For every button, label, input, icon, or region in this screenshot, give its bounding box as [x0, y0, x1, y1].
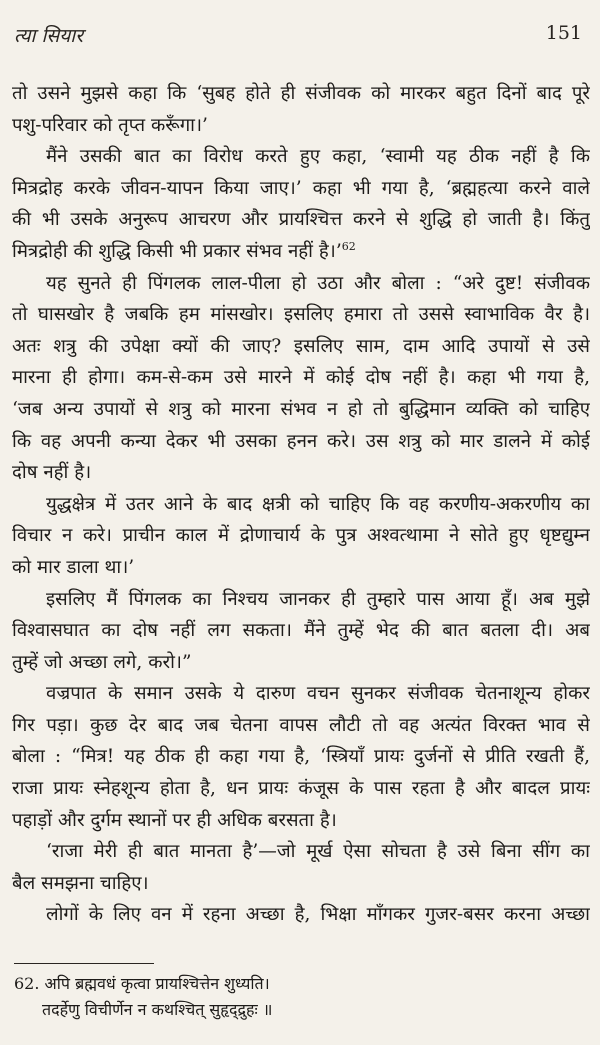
text-line: मित्रद्रोह करके जीवन-यापन किया जाए।’ कहा भी गया है, ‘ब्रह्महत्या करने वाले: [12, 177, 590, 199]
text-line: कि वह अपनी कन्या देकर भी उसका हनन करे। उस शत्रु को मार डालने में कोई: [12, 430, 590, 452]
text-line: बोला : “मित्र! यह ठीक ही कहा गया है, ‘स्त्रियाँ प्रायः दुर्जनों से प्रीति रखती हैं,: [12, 746, 590, 768]
text-line: दोष नहीं है।: [12, 462, 92, 484]
footnote-reference: 62: [341, 239, 356, 253]
text-line: मारना ही होगा। कम-से-कम उसे मारने में कोई दोष नहीं है। कहा भी गया है,: [12, 367, 590, 389]
footnote-number: 62.: [14, 974, 40, 993]
text-line: मैंने उसकी बात का विरोध करते हुए कहा, ‘स्वामी यह ठीक नहीं है कि: [46, 146, 590, 168]
text-line-content: मित्रद्रोही की शुद्धि किसी भी प्रकार संभव नहीं है।’: [12, 240, 342, 262]
text-line: विश्वासघात का दोष नहीं लग सकता। मैंने तुम्हें भेद की बात बतला दी। अब: [12, 620, 590, 642]
text-line: वज्रपात के समान उसके ये दारुण वचन सुनकर संजीवक चेतनाशून्य होकर: [46, 683, 590, 705]
text-line: राजा प्रायः स्नेहशून्य होता है, धन प्रायः कंजूस के पास रहता है और बादल प्रायः: [12, 778, 590, 800]
footnote-line: [14, 971, 574, 997]
text-line: गिर पड़ा। कुछ देर बाद जब चेतना वापस लौटी तो वह अत्यंत विरक्त भाव से: [12, 714, 590, 736]
text-line: की भी उसके अनुरूप आचरण और प्रायश्चित्त करने से शुद्धि हो जाती है। किंतु: [12, 209, 590, 231]
body-text: [12, 78, 590, 931]
text-line: विचार न करे। प्राचीन काल में द्रोणाचार्य के पुत्र अश्वत्थामा ने सोते हुए धृष्टद्युम्न: [12, 525, 590, 547]
text-line: युद्धक्षेत्र में उतर आने के बाद क्षत्री को चाहिए कि वह करणीय-अकरणीय का: [46, 493, 590, 515]
footnote: [14, 971, 574, 1023]
footnote-divider: [14, 963, 154, 964]
page-header: [0, 22, 600, 52]
running-head: त्या सियार: [14, 25, 83, 47]
text-line: पशु-परिवार को तृप्त करूँगा।’: [12, 114, 208, 136]
footnote-line: तदर्हेणु विचीर्णेन न कथश्चित् सुहृद्द्रुहः ॥: [42, 1000, 273, 1019]
text-line: तुम्हें जो अच्छा लगे, करो।”: [12, 651, 192, 673]
text-line: लोगों के लिए वन में रहना अच्छा है, भिक्षा माँगकर गुजर-बसर करना अच्छा: [46, 904, 590, 926]
text-line: ‘राजा मेरी ही बात मानता है’—जो मूर्ख ऐसा सोचता है उसे बिना सींग का: [46, 841, 590, 863]
footnote-text: अपि ब्रह्मवधं कृत्वा प्रायश्चित्तेन शुध्यति।: [44, 974, 270, 993]
page-number: 151: [545, 22, 582, 44]
text-line: को मार डाला था।’: [12, 556, 135, 578]
text-line: तो उसने मुझसे कहा कि ‘सुबह होते ही संजीवक को मारकर बहुत दिनों बाद पूरे: [12, 83, 590, 104]
text-line: पहाड़ों और दुर्गम स्थानों पर ही अधिक बरसता है।: [12, 809, 337, 831]
text-line: [12, 236, 590, 268]
text-line: बैल समझना चाहिए।: [12, 872, 149, 894]
text-line: यह सुनते ही पिंगलक लाल-पीला हो उठा और बोला : “अरे दुष्ट! संजीवक: [46, 272, 590, 294]
text-line: ‘जब अन्य उपायों से शत्रु को मारना संभव न हो तो बुद्धिमान व्यक्ति को चाहिए: [12, 398, 590, 420]
text-line: तो घासखोर है जबकि हम मांसखोर। इसलिए हमारा तो उससे स्वाभाविक वैर है।: [12, 304, 590, 326]
text-line: इसलिए मैं पिंगलक का निश्चय जानकर ही तुम्हारे पास आया हूँ। अब मुझे: [46, 588, 590, 610]
text-line: अतः शत्रु की उपेक्षा क्यों की जाए? इसलिए साम, दाम आदि उपायों से उसे: [12, 335, 590, 357]
